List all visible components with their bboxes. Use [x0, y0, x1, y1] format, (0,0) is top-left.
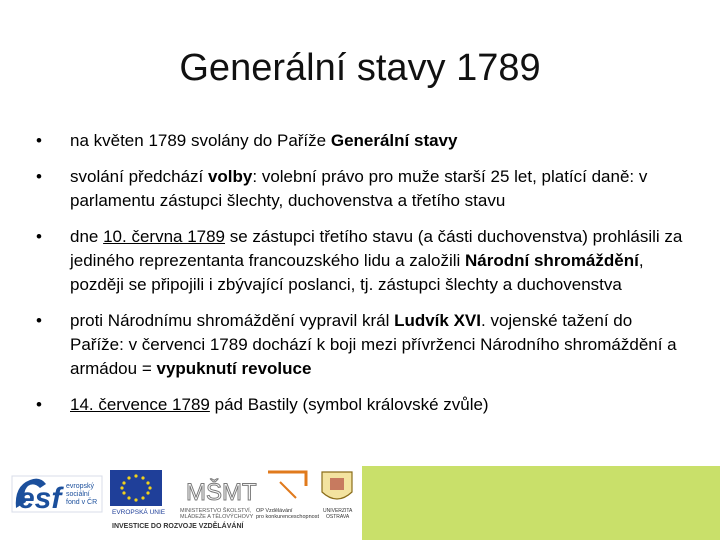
accent-strip	[362, 466, 720, 540]
university-caption: UNIVERZITA	[323, 508, 353, 514]
msmt-logo	[180, 478, 257, 520]
msmt-wordmark: MŠMT	[186, 479, 257, 506]
bullet-segment: Generální stavy	[330, 131, 458, 150]
bullet-segment: pád Bastily (symbol královské zvůle)	[209, 395, 489, 414]
investment-caption: INVESTICE DO ROZVOJE VZDĚLÁVÁNÍ	[112, 523, 244, 530]
bullet-segment: dne	[70, 227, 104, 246]
university-caption: OSTRAVA	[326, 514, 350, 520]
esf-caption: evropský	[66, 483, 95, 490]
bullet-segment: na květen 1789 svolány do Paříže	[70, 131, 331, 150]
sponsor-logo-bar	[0, 462, 362, 540]
op-caption: pro konkurenceschopnost	[256, 514, 319, 520]
bullet-dot: •	[36, 167, 42, 186]
eu-caption: EVROPSKÁ UNIE	[112, 509, 166, 516]
bullet-dot: •	[36, 395, 42, 414]
bullet-segment: se zástupci třetího stavu (a části duchovenstva) prohlásili za jediného reprezentanta francouzského lidu a založili	[70, 227, 683, 270]
msmt-caption: MINISTERSTVO ŠKOLSTVÍ,	[180, 508, 252, 514]
msmt-caption: MLÁDEŽE A TĚLOVÝCHOVY	[180, 514, 254, 520]
bullet-dot: •	[36, 131, 42, 150]
bullet-segment: 14. července 1789	[70, 395, 210, 414]
esf-caption: sociální	[66, 491, 90, 498]
bullet-segment: : volební právo pro muže starší 25 let, platící daně: v parlamentu zástupci šlechty, duchovenstva a třetího stavu	[70, 167, 648, 210]
bullet-segment: . vojenské tažení do Paříže: v červenci 1789 dochází k boji mezi přívrženci Národního shromáždění a armádou =	[70, 311, 677, 378]
bullet-text	[70, 165, 686, 213]
bullet-item	[36, 309, 686, 381]
bullet-segment: 10. června 1789	[103, 227, 226, 246]
university-logo	[322, 472, 353, 520]
bullet-text	[70, 393, 686, 417]
bullet-item	[36, 165, 686, 213]
op-vk-logo	[256, 472, 319, 520]
bullet-segment: volby	[207, 167, 253, 186]
bullet-segment: , později se připojili i zbývající poslanci, tj. zástupci šlechty a duchovenstva	[70, 251, 644, 294]
bullet-segment: svolání předchází	[70, 167, 208, 186]
bullet-segment: vypuknutí revoluce	[156, 359, 312, 378]
bullet-text	[70, 309, 686, 381]
bullet-segment: Národní shromáždění	[465, 251, 639, 270]
bullet-segment: proti Národnímu shromáždění vypravil král	[70, 311, 395, 330]
bullet-segment: Ludvík XVI	[394, 311, 481, 330]
bullet-text	[70, 225, 686, 297]
slide-title: Generální stavy 1789	[179, 47, 541, 89]
esf-caption: fond v ČR	[66, 499, 98, 506]
bullet-item	[36, 225, 686, 297]
op-caption: OP Vzdělávání	[256, 508, 293, 514]
bullet-item	[36, 393, 686, 417]
logo-graphics	[0, 462, 362, 540]
esf-logo	[12, 476, 102, 515]
bullet-text	[70, 129, 686, 153]
esf-wordmark: esf	[18, 482, 62, 515]
bullet-list	[36, 129, 686, 417]
bullet-dot: •	[36, 227, 42, 246]
bullet-item	[36, 129, 686, 153]
bullet-dot: •	[36, 311, 42, 330]
eu-flag-logo	[110, 470, 166, 516]
